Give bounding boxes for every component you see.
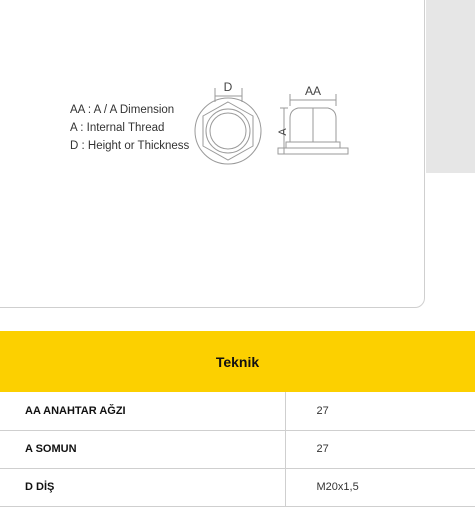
nut-dimension-drawing: [190, 76, 360, 168]
spec-value: M20x1,5: [285, 468, 475, 506]
table-row: [0, 430, 475, 468]
spec-key: D DİŞ: [0, 468, 285, 506]
spec-key: AA ANAHTAR AĞZI: [0, 392, 285, 430]
spec-table: [0, 392, 475, 507]
legend-line-d: D : Height or Thickness: [70, 140, 190, 152]
table-row: [0, 468, 475, 506]
side-panel: [426, 0, 475, 173]
spec-value: 27: [285, 430, 475, 468]
nut-bore-inner: [210, 113, 246, 149]
nut-flange-outer: [195, 98, 261, 164]
a-label: A: [277, 128, 289, 136]
dimension-legend: [70, 101, 189, 155]
tech-section-header: [0, 331, 475, 392]
table-row: [0, 392, 475, 430]
nut-bore-outer: [206, 109, 250, 153]
d-label: D: [223, 80, 233, 94]
spec-value: 27: [285, 392, 475, 430]
nut-side-flange: [278, 148, 348, 154]
legend-line-a: A : Internal Thread: [70, 122, 165, 134]
tech-title: Teknik: [215, 353, 260, 370]
aa-label: AA: [304, 84, 322, 98]
spec-key: A SOMUN: [0, 430, 285, 468]
legend-line-aa: AA : A / A Dimension: [70, 104, 175, 116]
